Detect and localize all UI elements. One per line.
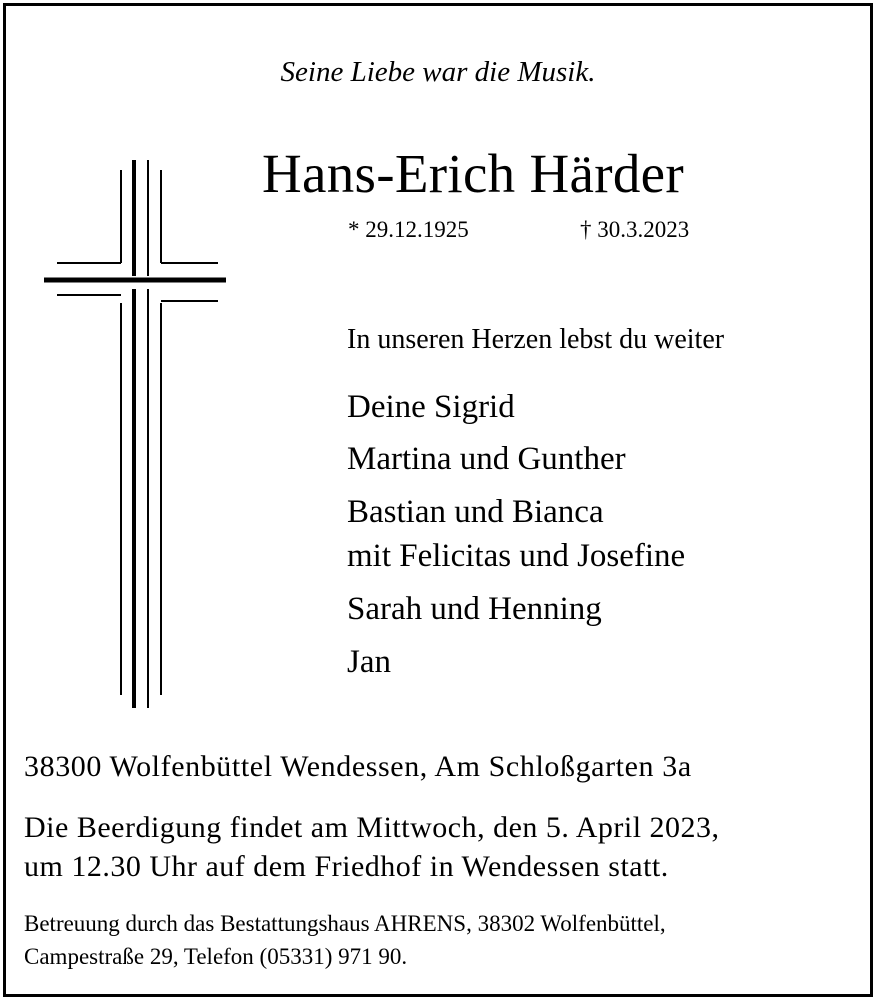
mourner-line: Martina und Gunther	[347, 441, 626, 477]
mourner-line: Bastian und Bianca	[347, 494, 604, 530]
funeral-home-line: Campestraße 29, Telefon (05331) 971 90.	[24, 944, 408, 969]
mourner-line: Sarah und Henning	[347, 591, 602, 627]
mourner-line: Jan	[347, 644, 391, 680]
deceased-name: Hans-Erich Härder	[262, 143, 684, 204]
birth-date: * 29.12.1925	[348, 217, 469, 242]
funeral-info-line: um 12.30 Uhr auf dem Friedhof in Wendessen statt.	[24, 850, 669, 883]
mourner-line: Deine Sigrid	[347, 389, 515, 425]
cross-icon	[40, 160, 230, 712]
motto: Seine Liebe war die Musik.	[280, 56, 596, 88]
mourner-line: mit Felicitas und Josefine	[347, 538, 686, 574]
death-date: † 30.3.2023	[580, 217, 690, 242]
remembrance-line: In unseren Herzen lebst du weiter	[347, 324, 725, 355]
funeral-info-line: Die Beerdigung findet am Mittwoch, den 5. April 2023,	[24, 811, 720, 844]
mourner-address: 38300 Wolfenbüttel Wendessen, Am Schloßgarten 3a	[24, 750, 692, 783]
funeral-home-line: Betreuung durch das Bestattungshaus AHRENS, 38302 Wolfenbüttel,	[24, 911, 666, 936]
